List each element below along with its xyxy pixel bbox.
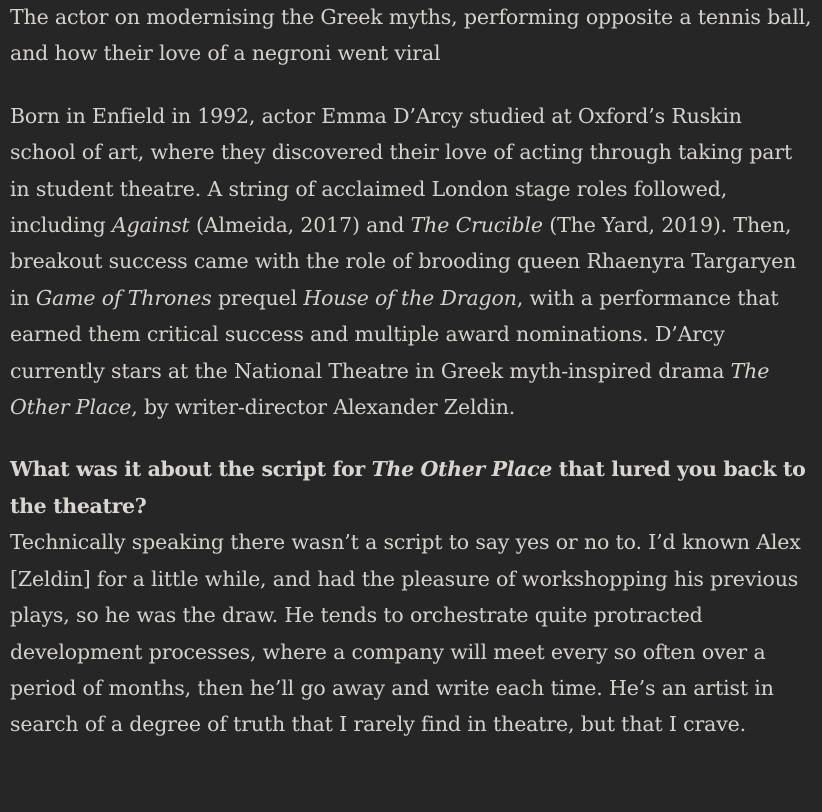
play-title: The Other Place [10, 358, 770, 420]
intro-text: Born in Enfield in 1992, actor Emma D’Arcy studied at Oxford’s Ruskin school of art, where they discovered their love of acting through taking part in student theatre. A string of acclaimed London stage roles followed, including [10, 103, 793, 238]
intro-text: (The Yard, 2019). Then, breakout success came with the role of brooding queen Rhaenyra Targaryen in [10, 213, 797, 310]
intro-text: , by writer-director Alexander Zeldin. [131, 395, 516, 420]
play-title: The Crucible [410, 213, 543, 238]
interview-answer: Technically speaking there wasn’t a script to say yes or no to. I’d known Alex [Zeldin] for a little while, and had the pleasure of workshopping his previous plays, so he was the draw. He tends to orchestrate quite protracted development processes, where a company will meet every so often over a period of months, then he’ll go away and write each time. He’s an artist in search of a degree of truth that I rarely find in theatre, but that I crave. [10, 530, 801, 737]
intro-text: (Almeida, 2017) and [189, 213, 411, 238]
show-title: Game of Thrones [35, 285, 212, 310]
show-title: House of the Dragon [303, 285, 517, 310]
intro-text: , with a performance that earned them critical success and multiple award nominations. D’Arcy currently stars at the National Theatre in Greek myth-inspired drama [10, 285, 779, 383]
play-title: Against [112, 213, 190, 238]
article-standfirst: The actor on modernising the Greek myths, performing opposite a tennis ball, and how their love of a negroni went viral [10, 5, 812, 66]
interview-question: What was it about the script for The Other Place that lured you back to the theatre? [10, 457, 806, 518]
play-title: The Other Place [371, 457, 552, 482]
intro-text: prequel [211, 285, 304, 310]
article-body [10, 0, 812, 743]
intro-paragraph [10, 98, 812, 426]
